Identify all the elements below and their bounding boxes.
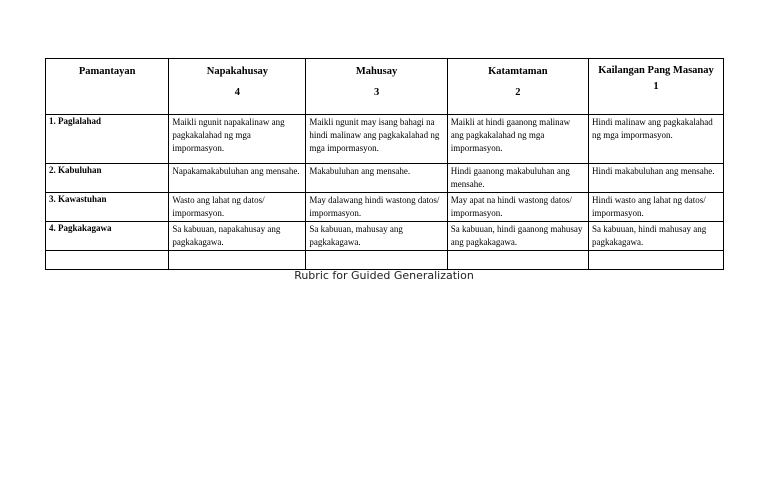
header-label: Pamantayan xyxy=(78,66,136,77)
table-cell: Sa kabuuan, hindi gaanong mahusay ang pagkakagawa. xyxy=(447,222,588,251)
table-cell: Hindi malinaw ang pagkakalahad ng mga impormasyon. xyxy=(588,115,723,164)
table-cell: Sa kabuuan, hindi mahusay ang pagkakagawa. xyxy=(588,222,723,251)
header-pamantayan xyxy=(46,59,169,115)
table-cell: Napakamakabuluhan ang mensahe. xyxy=(169,164,306,193)
criterion-cell: 2. Kabuluhan xyxy=(46,164,169,193)
table-cell: Maikli at hindi gaanong malinaw ang pagkakalahad ng mga impormasyon. xyxy=(447,115,588,164)
table-cell: Hindi wasto ang lahat ng datos/ impormasyon. xyxy=(588,193,723,222)
header-label: Kailangan Pang Masanay xyxy=(598,65,714,76)
rubric-table xyxy=(45,58,724,270)
header-label: Mahusay xyxy=(355,66,398,77)
table-row xyxy=(46,222,724,251)
table-cell: Sa kabuuan, mahusay ang pagkakagawa. xyxy=(306,222,447,251)
header-kailangan-pang-masanay xyxy=(588,59,723,115)
table-cell: Wasto ang lahat ng datos/ impormasyon. xyxy=(169,193,306,222)
table-row xyxy=(46,164,724,193)
table-row xyxy=(46,193,724,222)
empty-row xyxy=(46,251,724,270)
table-cell: Hindi gaanong makabuluhan ang mensahe. xyxy=(447,164,588,193)
header-row xyxy=(46,59,724,115)
header-score: 2 xyxy=(515,87,521,98)
empty-cell xyxy=(447,251,588,270)
empty-cell xyxy=(306,251,447,270)
header-mahusay xyxy=(306,59,447,115)
table-cell: Hindi makabuluhan ang mensahe. xyxy=(588,164,723,193)
header-katamtaman xyxy=(447,59,588,115)
header-score: 4 xyxy=(234,87,241,98)
empty-cell xyxy=(46,251,169,270)
table-cell: Sa kabuuan, napakahusay ang pagkakagawa. xyxy=(169,222,306,251)
table-cell: May apat na hindi wastong datos/ impormasyon. xyxy=(447,193,588,222)
criterion-cell: 3. Kawastuhan xyxy=(46,193,169,222)
criterion-cell: 1. Paglalahad xyxy=(46,115,169,164)
header-label: Napakahusay xyxy=(206,66,269,77)
header-label: Katamtaman xyxy=(488,66,548,77)
table-row xyxy=(46,115,724,164)
header-score: 1 xyxy=(653,81,659,92)
table-cell: May dalawang hindi wastong datos/ impormasyon. xyxy=(306,193,447,222)
table-caption: Rubric for Guided Generalization xyxy=(294,269,474,282)
empty-cell xyxy=(588,251,723,270)
table-cell: Maikli ngunit may isang bahagi na hindi malinaw ang pagkakalahad ng mga impormasyon. xyxy=(306,115,447,164)
header-score: 3 xyxy=(373,87,380,98)
empty-cell xyxy=(169,251,306,270)
criterion-cell: 4. Pagkakagawa xyxy=(46,222,169,251)
table-cell: Maikli ngunit napakalinaw ang pagkakalahad ng mga impormasyon. xyxy=(169,115,306,164)
header-napakahusay xyxy=(169,59,306,115)
table-cell: Makabuluhan ang mensahe. xyxy=(306,164,447,193)
